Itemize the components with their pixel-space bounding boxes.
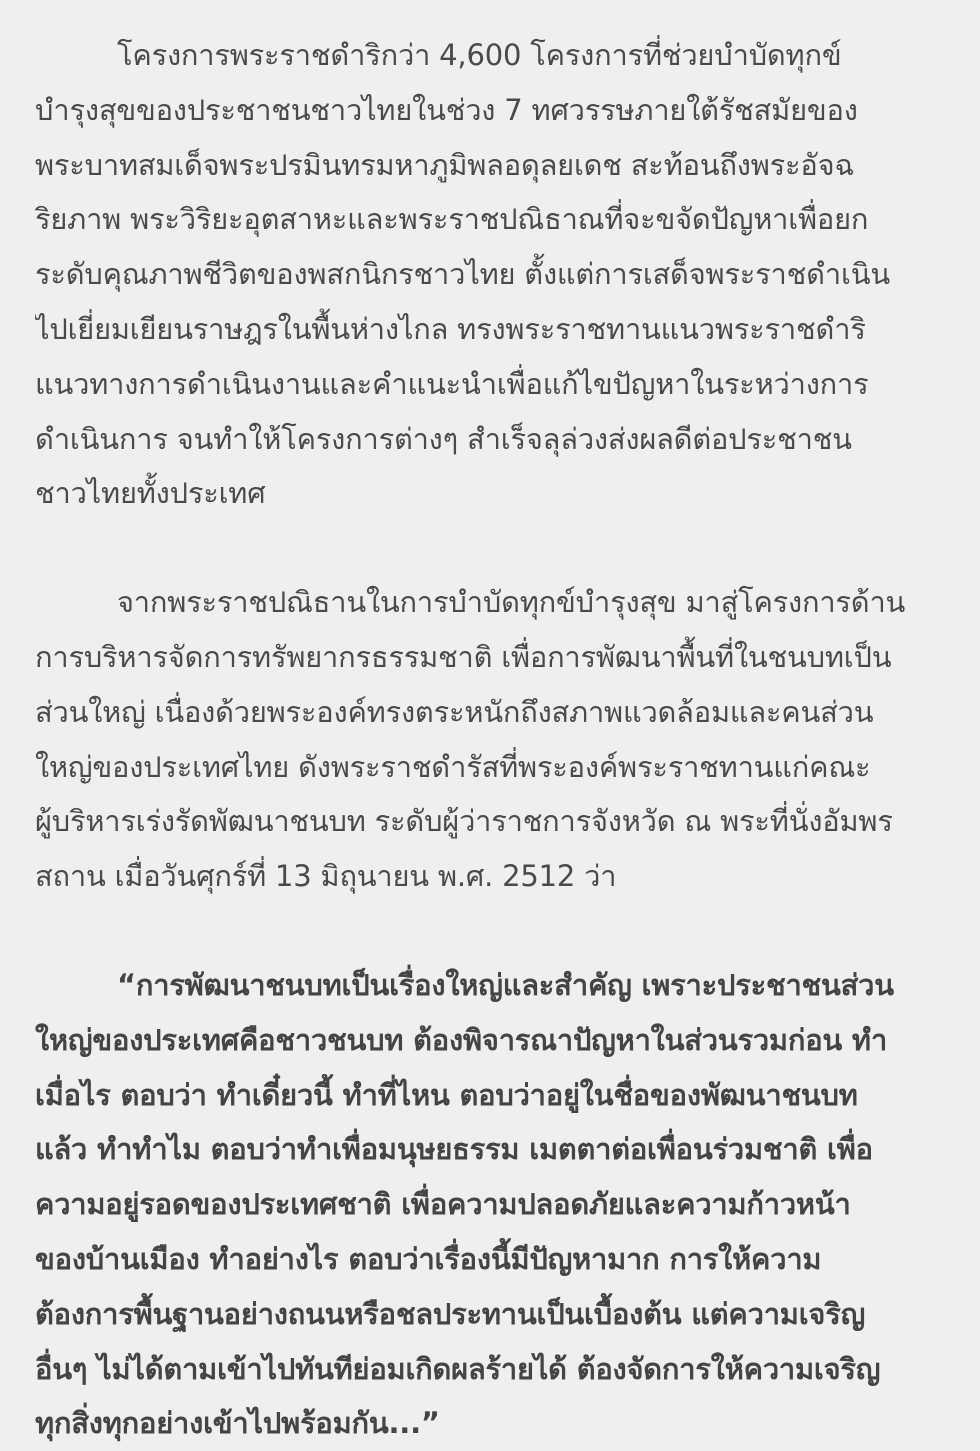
paragraph-line: ต้องการพื้นฐานอย่างถนนหรือชลประทานเป็นเบื้องต้น แต่ความเจริญ (35, 1296, 866, 1331)
paragraph-line: ระดับคุณภาพชีวิตของพสกนิกรชาวไทย ตั้งแต่การเสด็จพระราชดำเนิน (35, 257, 890, 292)
paragraph-line: ไปเยี่ยมเยียนราษฎรในพื้นห่างไกล ทรงพระราชทานแนวพระราชดำริ (35, 311, 866, 346)
paragraph-line: ผู้บริหารเร่งรัดพัฒนาชนบท ระดับผู้ว่าราชการจังหวัด ณ พระที่นั่งอัมพร (35, 804, 893, 839)
paragraph-line: อื่นๆ ไม่ได้ตามเข้าไปทันทีย่อมเกิดผลร้ายได้ ต้องจัดการให้ความเจริญ (35, 1351, 881, 1386)
paragraph-line: จากพระราชปณิธานในการบำบัดทุกข์บำรุงสุข มาสู่โครงการด้าน (117, 585, 906, 620)
body-paragraph (35, 28, 950, 521)
paragraph-line: ชาวไทยทั้งประเทศ (35, 476, 266, 511)
royal-speech-quote-paragraph (35, 958, 950, 1451)
paragraph-line: ทุกสิ่งทุกอย่างเข้าไปพร้อมกัน...” (35, 1406, 440, 1441)
paragraph-line: ริยภาพ พระวิริยะอุตสาหะและพระราชปณิธาณที่จะขจัดปัญหาเพื่อยก (35, 202, 869, 237)
paragraph-line: บำรุงสุขของประชาชนชาวไทยในช่วง 7 ทศวรรษภายใต้รัชสมัยของ (35, 92, 858, 127)
paragraph-line: ส่วนใหญ่ เนื่องด้วยพระองค์ทรงตระหนักถึงสภาพแวดล้อมและคนส่วน (35, 694, 874, 729)
paragraph-line: “การพัฒนาชนบทเป็นเรื่องใหญ่และสำคัญ เพราะประชาชนส่วน (117, 967, 894, 1002)
paragraph-line: ใหญ่ของประเทศคือชาวชนบท ต้องพิจารณาปัญหาในส่วนรวมก่อน ทำ (35, 1022, 888, 1057)
paragraph-line: ใหญ่ของประเทศไทย ดังพระราชดำรัสที่พระองค์พระราชทานแก่คณะ (35, 749, 871, 784)
paragraph-line: สถาน เมื่อวันศุกร์ที่ 13 มิถุนายน พ.ศ. 2512 ว่า (35, 859, 617, 894)
paragraph-line: โครงการพระราชดำริกว่า 4,600 โครงการที่ช่วยบำบัดทุกข์ (117, 38, 842, 72)
paragraph-line: พระบาทสมเด็จพระปรมินทรมหาภูมิพลอดุลยเดช สะท้อนถึงพระอัจฉ (35, 147, 854, 182)
paragraph-line: ของบ้านเมือง ทำอย่างไร ตอบว่าเรื่องนี้มีปัญหามาก การให้ความ (35, 1241, 822, 1276)
paragraph-line: แล้ว ทำทำไม ตอบว่าทำเพื่อมนุษยธรรม เมตตาต่อเพื่อนร่วมชาติ เพื่อ (35, 1132, 873, 1167)
paragraph-line: ความอยู่รอดของประเทศชาติ เพื่อความปลอดภัยและความก้าวหน้า (35, 1187, 851, 1222)
paragraph-line: แนวทางการดำเนินงานและคำแนะนำเพื่อแก้ไขปัญหาในระหว่างการ (35, 366, 869, 401)
article-text (35, 28, 950, 1451)
paragraph-line: ดำเนินการ จนทำให้โครงการต่างๆ สำเร็จลุล่วงส่งผลดีต่อประชาชน (35, 421, 852, 456)
paragraph-line: เมื่อไร ตอบว่า ทำเดี๋ยวนี้ ทำที่ไหน ตอบว่าอยู่ในชื่อของพัฒนาชนบท (35, 1077, 858, 1112)
paragraph-line: การบริหารจัดการทรัพยากรธรรมชาติ เพื่อการพัฒนาพื้นที่ในชนบทเป็น (35, 639, 892, 674)
body-paragraph (35, 575, 950, 904)
